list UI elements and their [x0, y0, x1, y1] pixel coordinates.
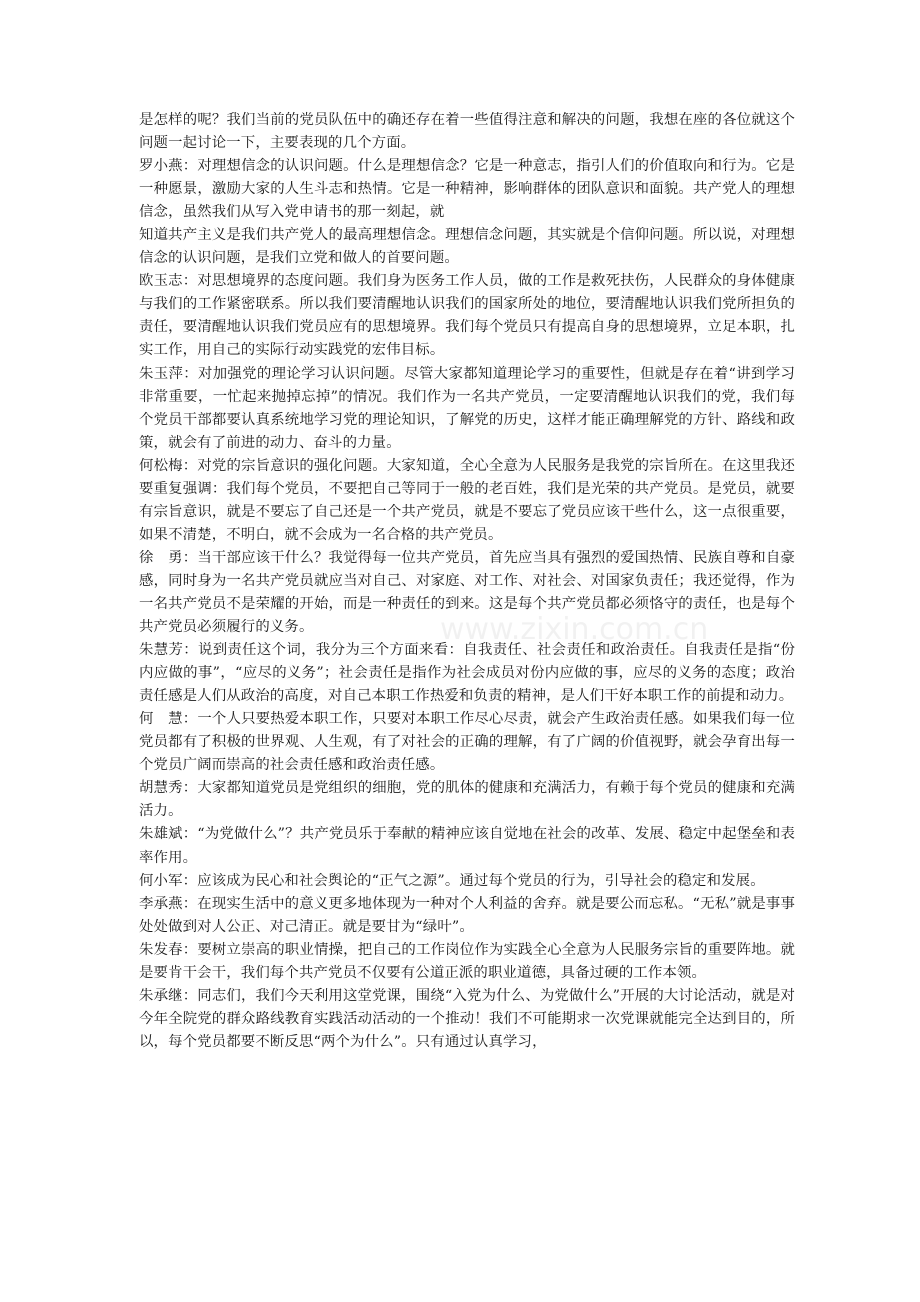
paragraph-text: 对党的宗旨意识的强化问题。大家知道，全心全意为人民服务是我党的宗旨所在。在这里我还要重复强调：我们每个党员，不要把自己等同于一般的老百姓，我们是光荣的共产党员。是党员，就要有宗旨意识，就是不要忘了自己还是一个共产党员，就是不要忘了党员应该干些什么，这一点很重要，如果不清楚，不明白，就不会成为一名合格的共产党员。 [139, 457, 796, 543]
speaker-name: 朱玉萍： [139, 365, 198, 382]
paragraph-text: 要树立崇高的职业情操，把自己的工作岗位作为实践全心全意为人民服务宗旨的重要阵地。就是要肯干会干，我们每个共产党员不仅要有公道正派的职业道德，具备过硬的工作本领。 [139, 941, 796, 981]
paragraph [139, 455, 795, 547]
paragraph [139, 547, 795, 639]
paragraph [139, 985, 795, 1054]
paragraph [139, 870, 795, 893]
paragraph-text: 同志们，我们今天利用这堂党课，围绕“入党为什么、为党做什么”开展的大讨论活动，就是对今年全院党的群众路线教育实践活动活动的一个推动！我们不可能期求一次党课就能完全达到目的，所以，每个党员都要不断反思“两个为什么”。只有通过认真学习， [139, 987, 795, 1050]
paragraph [139, 109, 795, 155]
paragraph-text: 在现实生活中的意义更多地体现为一种对个人利益的舍弃。就是要公而忘私。“无私”就是事事处处做到对人公正、对己清正。就是要甘为“绿叶”。 [139, 895, 795, 935]
paragraph-text: 一个人只要热爱本职工作，只要对本职工作尽心尽责，就会产生政治责任感。如果我们每一位党员都有了积极的世界观、人生观，有了对社会的正确的理解，有了广阔的价值视野，就会孕育出每一个党员广阔而崇高的社会责任感和政治责任感。 [139, 711, 796, 774]
speaker-name: 罗小燕： [139, 158, 198, 175]
paragraph-text: 对理想信念的认识问题。什么是理想信念？它是一种意志，指引人们的价值取向和行为。它是一种愿景，激励大家的人生斗志和热情。它是一种精神，影响群体的团队意识和面貌。共产党人的理想信念，虽然我们从写入党申请书的那一刻起，就 [139, 158, 796, 221]
paragraph [139, 708, 795, 777]
paragraph-text: 说到责任这个词，我分为三个方面来看：自我责任、社会责任和政治责任。自我责任是指“份内应做的事”，“应尽的义务”；社会责任是指作为社会成员对份内应做的事，应尽的义务的态度；政治责任感是人们从政治的高度，对自己本职工作热爱和负责的精神，是人们干好本职工作的前提和动力。 [139, 642, 795, 705]
paragraph [139, 639, 795, 708]
speaker-name: 朱慧芳： [139, 642, 198, 659]
speaker-name: 胡慧秀： [139, 780, 198, 797]
watermark: www.zixin.com.cn [440, 612, 709, 647]
paragraph [139, 777, 795, 823]
speaker-name: 欧玉志： [139, 273, 198, 290]
speaker-name: 朱雄斌： [139, 826, 198, 843]
paragraph-text: 对加强党的理论学习认识问题。尽管大家都知道理论学习的重要性，但就是存在着“讲到学习非常重要，一忙起来抛掉忘掉”的情况。我们作为一名共产党员，一定要清醒地认识我们的党，我们每个党员干部都要认真系统地学习党的理论知识，了解党的历史，这样才能正确理解党的方针、路线和政策，就会有了前进的动力、奋斗的力量。 [139, 365, 795, 451]
paragraph-text: 是怎样的呢？我们当前的党员队伍中的确还存在着一些值得注意和解决的问题，我想在座的各位就这个问题一起讨论一下，主要表现的几个方面。 [139, 112, 795, 152]
paragraph-text: 大家都知道党员是党组织的细胞，党的肌体的健康和充满活力，有赖于每个党员的健康和充满活力。 [139, 780, 796, 820]
paragraph [139, 224, 795, 270]
paragraph-text: “为党做什么”？共产党员乐于奉献的精神应该自觉地在社会的改革、发展、稳定中起堡垒和表率作用。 [139, 826, 795, 866]
speaker-name: 何 慧： [139, 711, 198, 728]
paragraph [139, 939, 795, 985]
speaker-name: 朱发春： [139, 941, 198, 958]
paragraph [139, 823, 795, 869]
paragraph [139, 363, 795, 455]
paragraph-text: 知道共产主义是我们共产党人的最高理想信念。理想信念问题，其实就是个信仰问题。所以说，对理想信念的认识问题，是我们立党和做人的首要问题。 [139, 227, 795, 267]
paragraph [139, 270, 795, 362]
paragraph-text: 应该成为民心和社会舆论的“正气之源”。通过每个党员的行为，引导社会的稳定和发展。 [197, 872, 765, 889]
speaker-name: 何松梅： [139, 457, 198, 474]
speaker-name: 李承燕： [139, 895, 198, 912]
speaker-name: 朱承继： [139, 987, 198, 1004]
paragraph [139, 893, 795, 939]
speaker-name: 何小军： [139, 872, 198, 889]
paragraph-text: 当干部应该干什么？我觉得每一位共产党员，首先应当具有强烈的爱国热情、民族自尊和自豪感，同时身为一名共产党员就应当对自己、对家庭、对工作、对社会、对国家负责任；我还觉得，作为一名共产党员不是荣耀的开始，而是一种责任的到来。这是每个共产党员都必须恪守的责任，也是每个共产党员必须履行的义务。 [139, 549, 796, 636]
paragraph-text: 对思想境界的态度问题。我们身为医务工作人员，做的工作是救死扶伤，人民群众的身体健康与我们的工作紧密联系。所以我们要清醒地认识我们的国家所处的地位，要清醒地认识我们党所担负的责任，要清醒地认识我们党员应有的思想境界。我们每个党员只有提高自身的思想境界，立足本职，扎实工作，用自己的实际行动实践党的宏伟目标。 [139, 273, 796, 359]
speaker-name: 徐 勇： [139, 549, 198, 566]
paragraph [139, 155, 795, 224]
document-body [139, 109, 795, 1054]
